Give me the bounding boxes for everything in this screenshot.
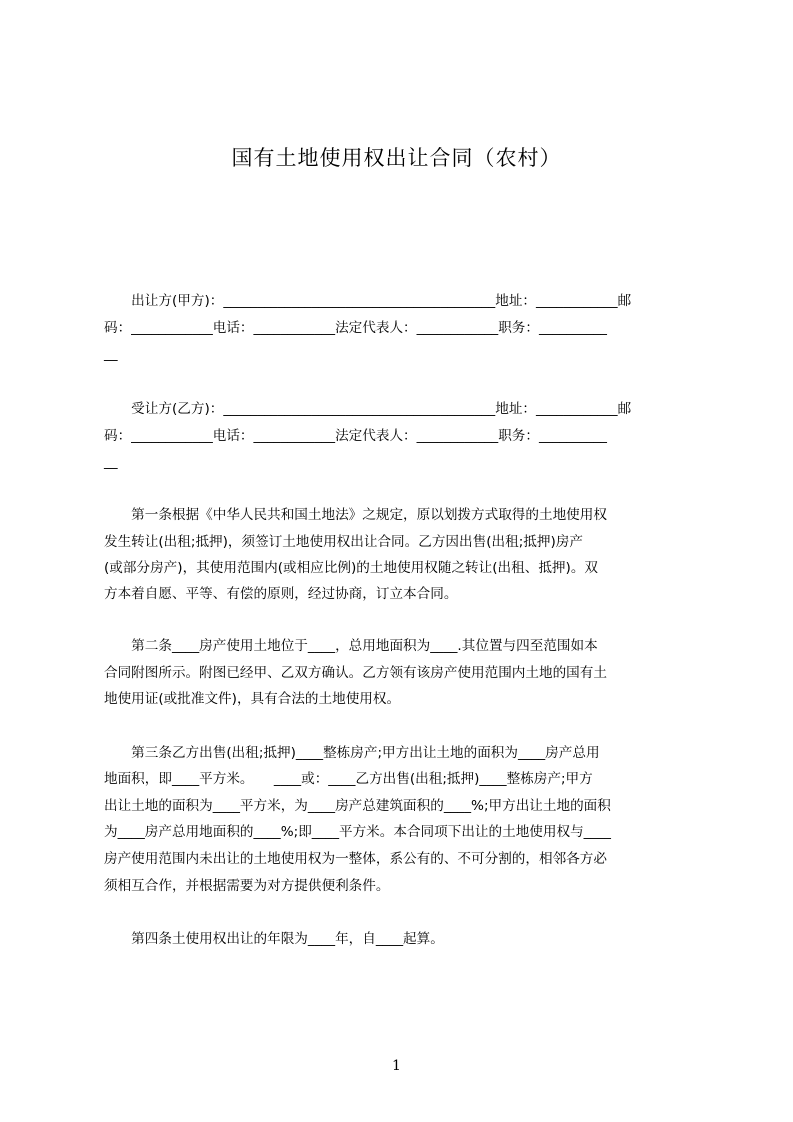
text-line-article-3-5: 房产使用范围内未出让的土地使用权为一整体，系公有的、不可分割的，相邻各方必: [104, 851, 607, 867]
text-line-article-3-2: 地面积，即____平方米。 ____或：____乙方出售(出租;抵押)____整栋房产;甲方: [104, 771, 593, 787]
text-line-article-2-1: 第二条____房产使用土地位于____，总用地面积为____.其位置与四至范围如本: [104, 638, 598, 654]
text-line-article-4-1: 第四条土使用权出让的年限为____年，自____起算。: [104, 931, 444, 947]
text-line-article-1-4: 方本着自愿、平等、有偿的原则，经过协商，订立本合同。: [104, 586, 458, 602]
text-line-article-1-1: 第一条根据《中华人民共和国土地法》之规定，原以划拨方式取得的土地使用权: [104, 507, 607, 523]
page-number: 1: [392, 1058, 401, 1074]
text-line-party-a-1: 出让方(甲方)：________________________________________地址：____________邮: [104, 293, 632, 309]
text-line-party-a-2: 码：____________电话：____________法定代表人：____________职务：__________: [104, 320, 607, 336]
text-line-article-2-2: 合同附图所示。附图已经甲、乙双方确认。乙方领有该房产使用范围内土地的国有土: [104, 665, 607, 681]
text-line-party-a-3: __: [104, 346, 118, 362]
text-line-article-3-3: 出让土地的面积为____平方米，为____房产总建筑面积的____%;甲方出让土地的面积: [104, 798, 611, 814]
text-line-article-2-3: 地使用证(或批准文件)，具有合法的土地使用权。: [104, 691, 401, 707]
text-line-party-b-1: 受让方(乙方)：________________________________________地址：____________邮: [104, 401, 632, 417]
text-line-article-1-2: 发生转让(出租;抵押)，须签订土地使用权出让合同。乙方因出售(出租;抵押)房产: [104, 534, 583, 550]
text-line-article-3-6: 须相互合作，并根据需要为对方提供便利条件。: [104, 878, 390, 894]
text-line-article-1-3: (或部分房产)，其使用范围内(或相应比例)的土地使用权随之转让(出租、抵押)。双: [104, 560, 599, 576]
text-line-party-b-2: 码：____________电话：____________法定代表人：____________职务：__________: [104, 428, 607, 444]
document-title: 国有土地使用权出让合同（农村）: [231, 146, 562, 170]
text-line-article-3-1: 第三条乙方出售(出租;抵押)____整栋房产;甲方出让土地的面积为____房产总用: [104, 745, 600, 761]
text-line-article-3-4: 为____房产总用地面积的____%;即____平方米。本合同项下出让的土地使用权与____: [104, 824, 611, 840]
text-line-party-b-3: __: [104, 454, 118, 470]
